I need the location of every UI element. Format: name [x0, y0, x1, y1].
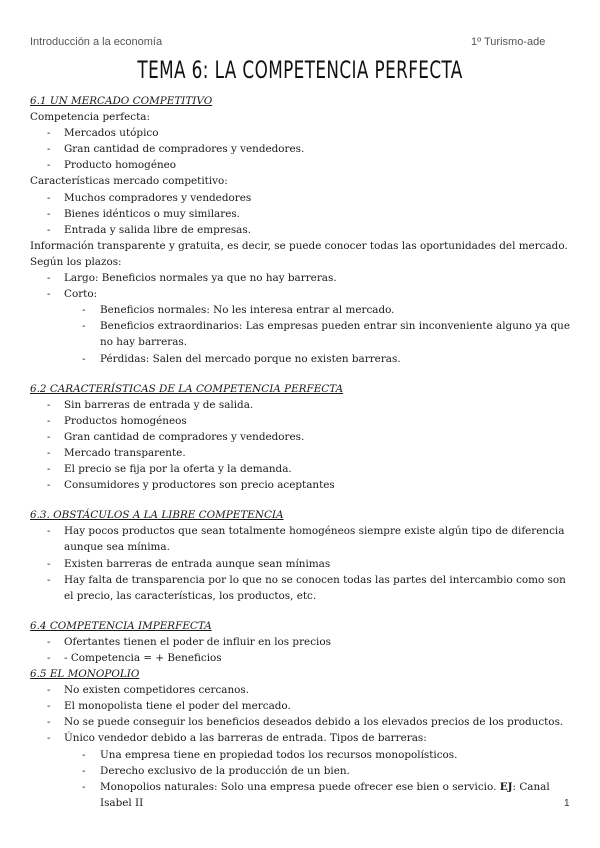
list-item: - Mercados utópico [30, 125, 572, 141]
section-heading-6-1: 6.1 UN MERCADO COMPETITIVO [30, 95, 213, 107]
list-item [30, 730, 572, 810]
sub-list-item-text: Monopolios naturales: Solo una empresa puede ofrecer ese bien o servicio. [100, 780, 497, 793]
list-item: - Gran cantidad de compradores y vendedores. [30, 141, 572, 157]
list-item [30, 286, 572, 366]
list-item: - El monopolista tiene el poder del mercado. [30, 698, 572, 714]
sub-list-item: - Derecho exclusivo de la producción de un bien. [30, 763, 572, 779]
paragraph: Características mercado competitivo: [30, 175, 228, 188]
sub-bullet-list [30, 747, 572, 811]
list-item: - Muchos compradores y vendedores [30, 190, 572, 206]
sub-list-item: - Beneficios normales: No les interesa entrar al mercado. [30, 302, 572, 318]
list-item: - Hay pocos productos que sean totalmente homogéneos siempre existe algún tipo de diferencia aunque sea mínima. [30, 523, 572, 555]
list-item: - Entrada y salida libre de empresas. [30, 222, 572, 238]
list-item: - Hay falta de transparencia por lo que no se conocen todas las partes del intercambio como son el precio, las características, los productos, etc. [30, 572, 572, 604]
page-title: TEMA 6: LA COMPETENCIA PERFECTA [137, 56, 463, 84]
list-item-label: Corto: [64, 288, 98, 301]
bullet-list [30, 190, 572, 238]
list-item: - Productos homogéneos [30, 413, 572, 429]
paragraph: Según los plazos: [30, 255, 122, 268]
list-item: - - Competencia = + Beneficios [30, 650, 572, 666]
section-heading-6-2: 6.2 CARACTERÍSTICAS DE LA COMPETENCIA PERFECTA [30, 382, 344, 395]
list-item: - Producto homogéneo [30, 157, 572, 173]
paragraph: Competencia perfecta: [30, 111, 150, 124]
list-item: - Sin barreras de entrada y de salida. [30, 397, 572, 413]
section-heading-6-4: 6.4 COMPETENCIA IMPERFECTA [30, 619, 212, 632]
sub-bullet-list [30, 302, 572, 366]
bullet-list [30, 270, 572, 367]
list-item: - Existen barreras de entrada aunque sean mínimas [30, 556, 572, 572]
section-heading-6-3: 6.3. OBSTÁCULOS A LA LIBRE COMPETENCIA [30, 509, 284, 522]
document-body [30, 93, 572, 811]
example-label: EJ [499, 780, 513, 793]
list-item: - El precio se fija por la oferta y la demanda. [30, 461, 572, 477]
list-item: - Consumidores y productores son precio aceptantes [30, 477, 572, 493]
bullet-list [30, 523, 572, 603]
example-text: : Canal Isabel II [100, 780, 550, 809]
list-item-label: Único vendedor debido a las barreras de entrada. Tipos de barreras: [64, 732, 427, 745]
list-item: - Bienes idénticos o muy similares. [30, 206, 572, 222]
header-subject: Introducción a la economía [30, 36, 163, 48]
list-item: - Mercado transparente. [30, 445, 572, 461]
header-course: 1º Turismo-ade [471, 36, 546, 48]
list-item: - Ofertantes tienen el poder de influir en los precios [30, 634, 572, 650]
list-item: - No existen competidores cercanos. [30, 682, 572, 698]
list-item: - Gran cantidad de compradores y vendedores. [30, 429, 572, 445]
page-number: 1 [564, 798, 570, 809]
sub-list-item: - Beneficios extraordinarios: Las empresas pueden entrar sin inconveniente alguno ya que no hay barreras. [30, 318, 572, 350]
list-item: - Largo: Beneficios normales ya que no hay barreras. [30, 270, 572, 286]
section-heading-6-5: 6.5 EL MONOPOLIO [30, 668, 140, 681]
sub-list-item [30, 779, 572, 811]
bullet-list [30, 397, 572, 494]
paragraph: Información transparente y gratuita, es decir, se puede conocer todas las oportunidades del mercado. [30, 239, 568, 252]
list-item: - No se puede conseguir los beneficios deseados debido a los elevados precios de los productos. [30, 714, 572, 730]
bullet-list [30, 634, 572, 666]
bullet-list [30, 125, 572, 173]
sub-list-item: - Pérdidas: Salen del mercado porque no existen barreras. [30, 351, 572, 367]
bullet-list [30, 682, 572, 811]
sub-list-item: - Una empresa tiene en propiedad todos los recursos monopolísticos. [30, 747, 572, 763]
